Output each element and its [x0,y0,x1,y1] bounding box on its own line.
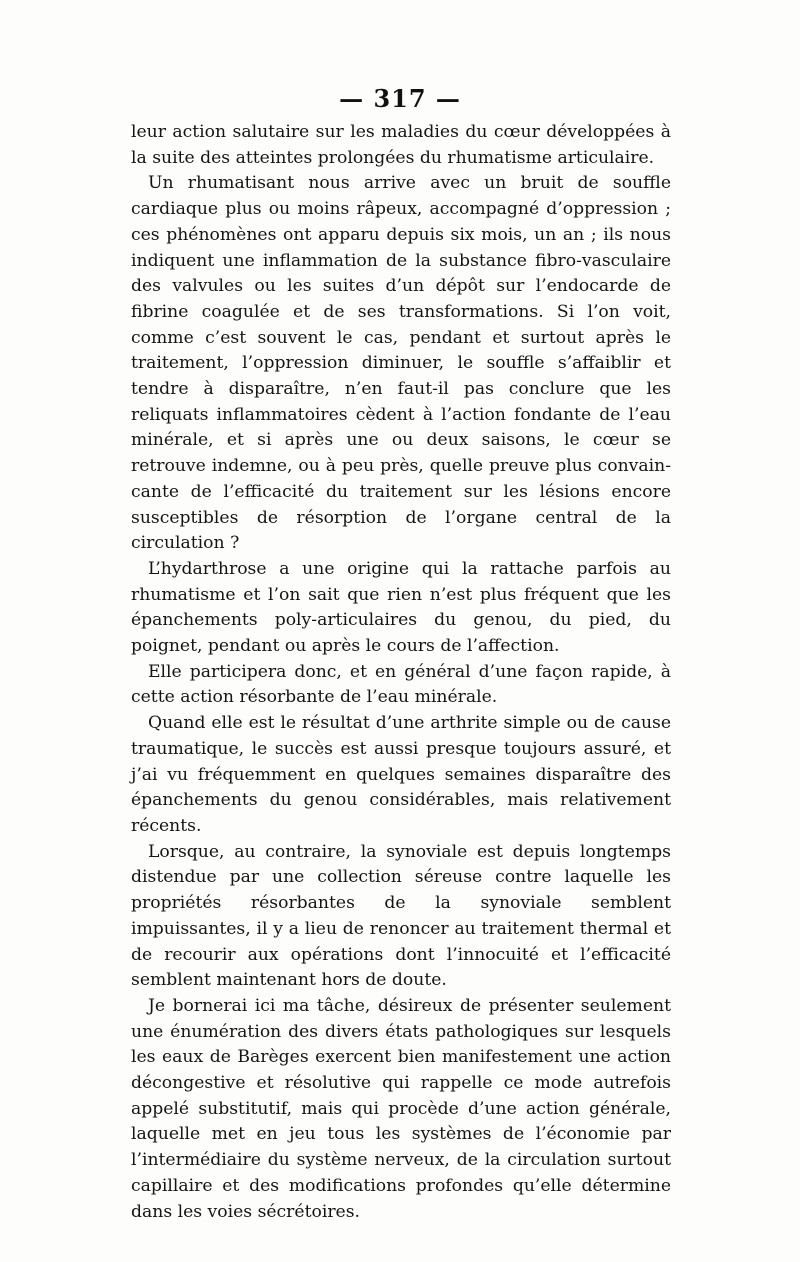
paragraph: L’hydarthrose a une origine qui la rattache parfois au rhumatisme et l’on sait que rien n’est plus fréquent que les épanchements poly-articulaires du genou, du pied, du poignet, pendant ou après le cours de l’affection. [131,558,671,657]
paragraph: Un rhumatisant nous arrive avec un bruit de souffle cardiaque plus ou moins râpeux, accompagné d’oppression ; ces phénomènes ont apparu depuis six mois, un an ; ils nous indiquent une inflammation de la substance fibro-vasculaire des valvules ou les suites d’un dépôt sur l’endocarde de fibrine coagulée et de ses transformations. Si l’on voit, comme c’est souvent le cas, pendant et surtout après le traitement, l’oppression diminuer, le souffle s’affaiblir et tendre à disparaître, n’en faut-il pas conclure que les reliquats inflammatoires cèdent à l’action fondante de l’eau minérale, et si après une ou deux saisons, le cœur se retrouve indemne, ou à peu près, quelle preuve plus convaincante de l’efficacité du traitement sur les lésions encore susceptibles de résorption de l’organe central de la circulation ? [131,173,671,554]
paragraph: Quand elle est le résultat d’une arthrite simple ou de cause traumatique, le succès est aussi presque toujours assuré, et j’ai vu fréquemment en quelques semaines disparaître des épanchements du genou considérables, mais relativement récents. [131,713,671,836]
page-number-header: — 317 — [339,84,461,113]
paragraph: Elle participera donc, et en général d’une façon rapide, à cette action résorbante de l’eau minérale. [131,661,671,708]
paragraph: Lorsque, au contraire, la synoviale est depuis longtemps distendue par une collection séreuse contre laquelle les propriétés résorbantes de la synoviale semblent impuissantes, il y a lieu de renoncer au traitement thermal et de recourir aux opérations dont l’innocuité et l’efficacité semblent maintenant hors de doute. [131,841,671,991]
paragraph: Je bornerai ici ma tâche, désireux de présenter seulement une énumération des divers états pathologiques sur lesquels les eaux de Barèges exercent bien manifestement une action décongestive et résolutive qui rappelle ce mode autrefois appelé substitutif, mais qui procède d’une action générale, laquelle met en jeu tous les systèmes de l’économie par l’intermédiaire du système nerveux, de la circulation surtout capillaire et des modifications profondes qu’elle détermine dans les voies sécrétoires. [131,995,671,1222]
body-text [131,120,671,1225]
paragraph: leur action salutaire sur les maladies du cœur développées à la suite des atteintes prolongées du rhumatisme articulaire. [131,122,671,168]
